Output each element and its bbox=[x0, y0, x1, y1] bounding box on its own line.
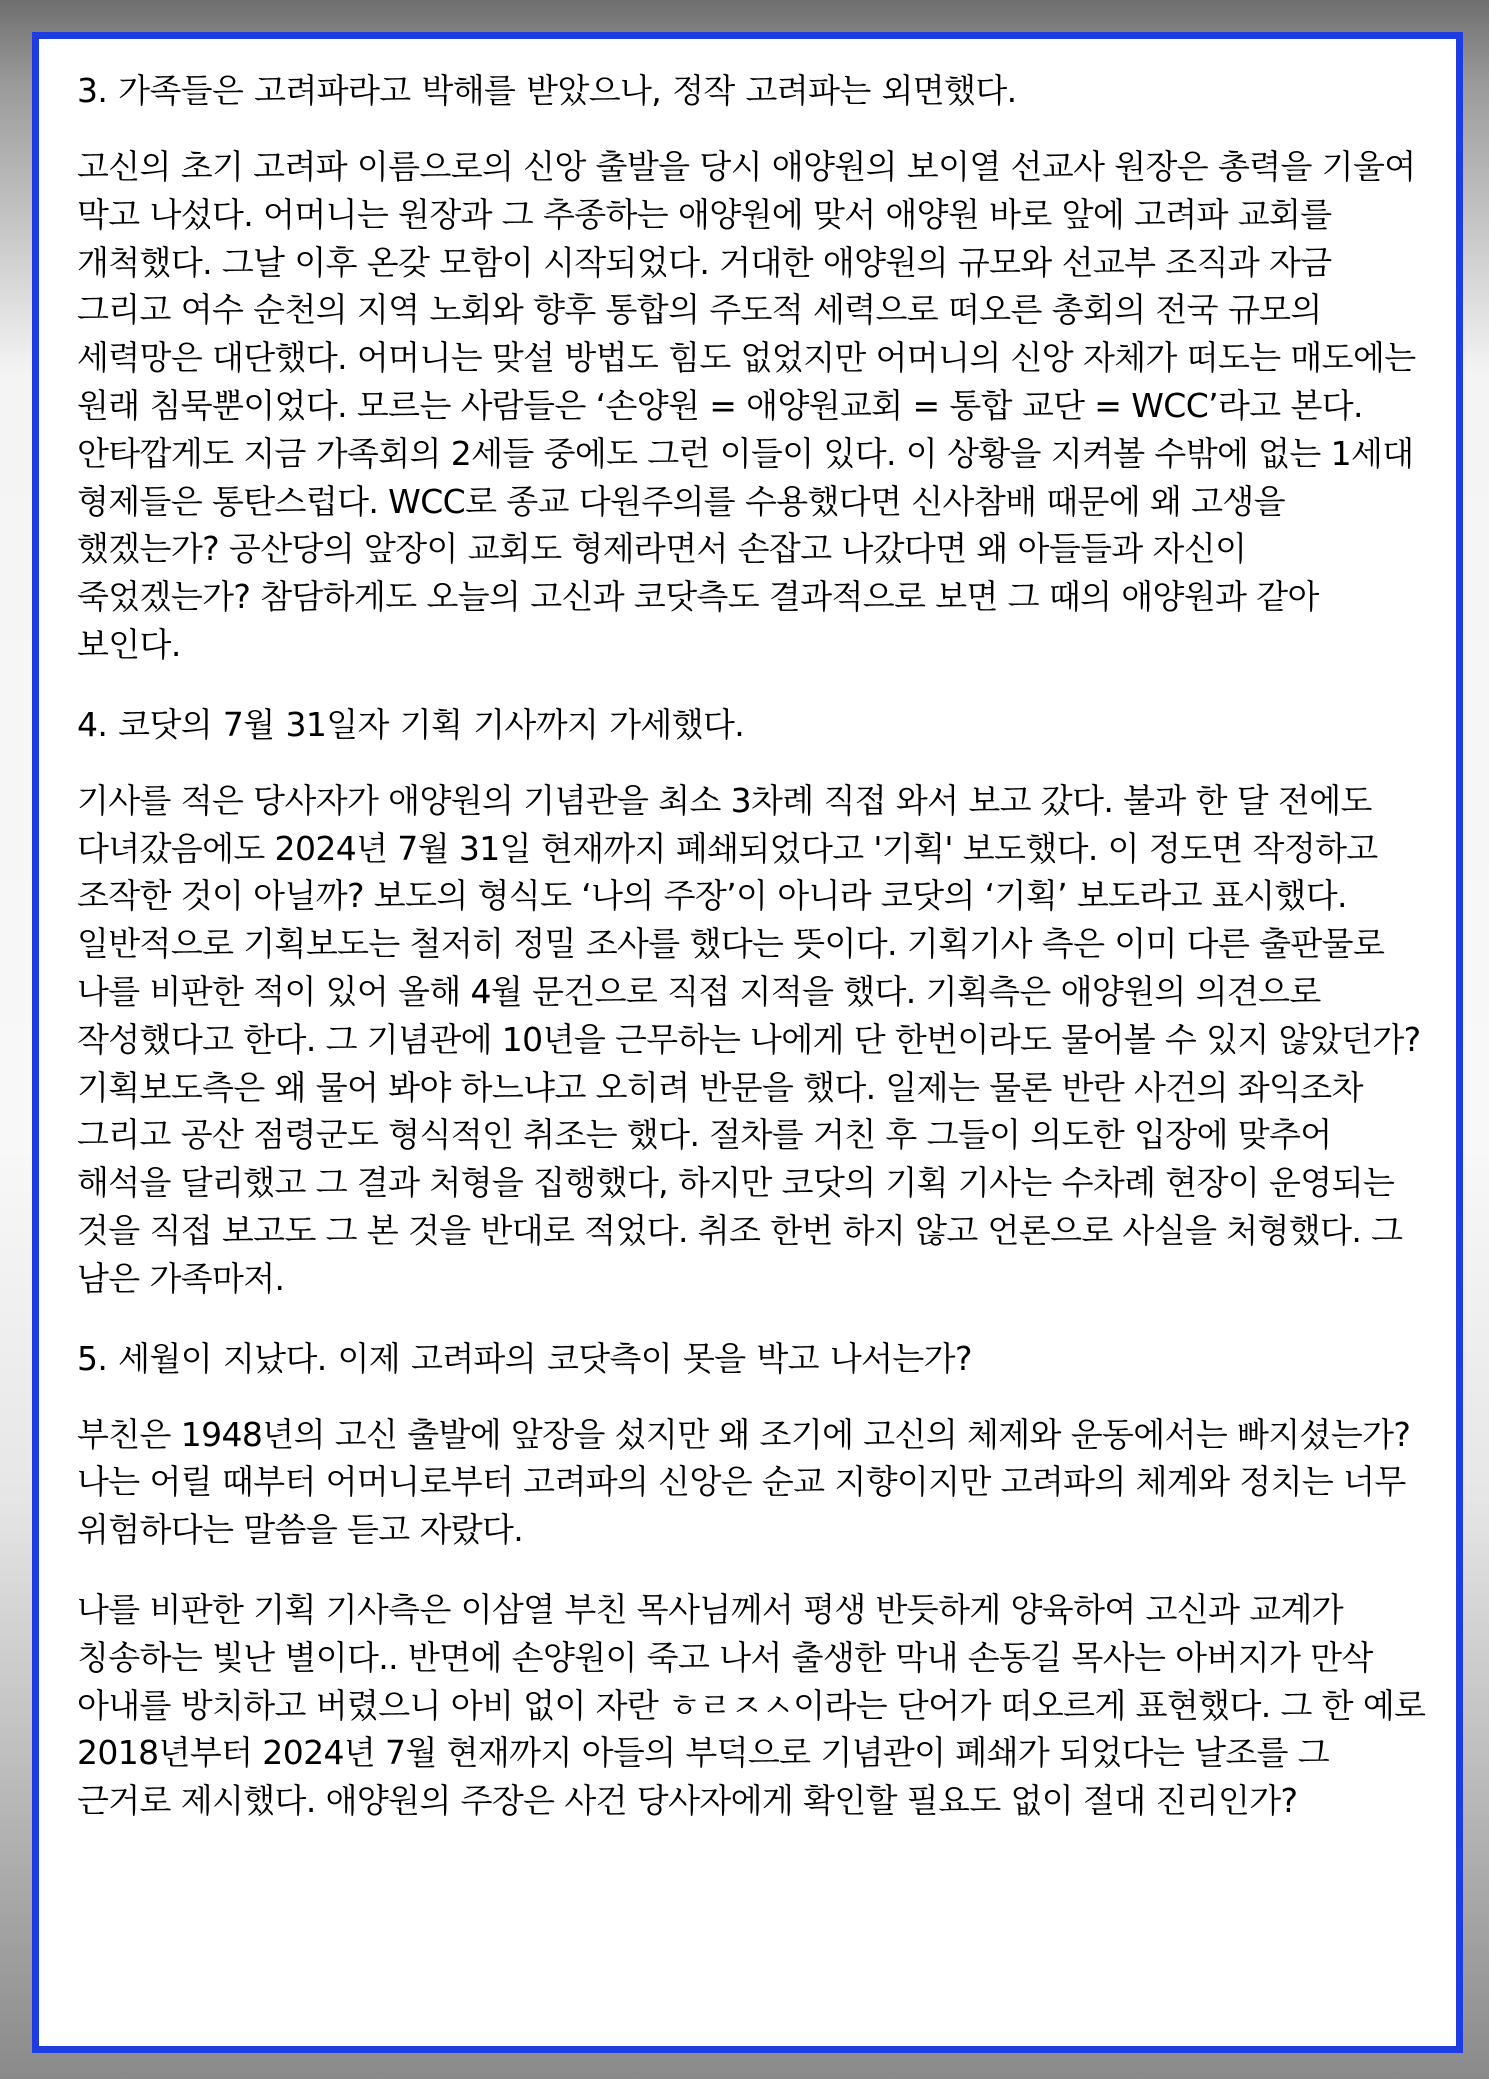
section-4-paragraph: 기사를 적은 당사자가 애양원의 기념관을 최소 3차례 직접 와서 보고 갔다. 불과 한 달 전에도 다녀갔음에도 2024년 7월 31일 현재까지 폐쇄되었다고 '기획' 보도했다. 이 정도면 작정하고 조작한 것이 아닐까? 보도의 형식도 ‘나의 주장’이 아니라 코닷의 ‘기획’ 보도라고 표시했다. 일반적으로 기획보도는 철저히 정밀 조사를 했다는 뜻이다. 기획기사 측은 이미 다른 출판물로 나를 비판한 적이 있어 올해 4월 문건으로 직접 지적을 했다. 기획측은 애양원의 의견으로 작성했다고 한다. 그 기념관에 10년을 근무하는 나에게 단 한번이라도 물어볼 수 있지 않았던가? 기획보도측은 왜 물어 봐야 하느냐고 오히려 반문을 했다. 일제는 물론 반란 사건의 좌익조차 그리고 공산 점령군도 형식적인 취조는 했다. 절차를 거친 후 그들이 의도한 입장에 맞추어 해석을 달리했고 그 결과 처형을 집행했다, 하지만 코닷의 기획 기사는 수차례 현장이 운영되는 것을 직접 보고도 그 본 것을 반대로 적었다. 취조 한번 하지 않고 언론으로 사실을 처형했다. 그 남은 가족마저. bbox=[77, 780, 1421, 1298]
section-5-heading: 5. 세월이 지났다. 이제 고려파의 코닷측이 못을 박고 나서는가? bbox=[77, 1338, 972, 1378]
section-3-paragraph: 고신의 초기 고려파 이름으로의 신앙 출발을 당시 애양원의 보이열 선교사 원장은 총력을 기울여 막고 나섰다. 어머니는 원장과 그 추종하는 애양원에 맞서 애양원 바로 앞에 고려파 교회를 개척했다. 그날 이후 온갖 모함이 시작되었다. 거대한 애양원의 규모와 선교부 조직과 자금 그리고 여수 순천의 지역 노회와 향후 통합의 주도적 세력으로 떠오른 총회의 전국 규모의 세력망은 대단했다. 어머니는 맞설 방법도 힘도 없었지만 어머니의 신앙 자체가 떠도는 매도에는 원래 침묵뿐이었다. 모르는 사람들은 ‘손양원 = 애양원교회 = 통합 교단 = WCC’라고 본다. 안타깝게도 지금 가족회의 2세들 중에도 그런 이들이 있다. 이 상황을 지켜볼 수밖에 없는 1세대 형제들은 통탄스럽다. WCC로 종교 다원주의를 수용했다면 신사참배 때문에 왜 고생을 했겠는가? 공산당의 앞장이 교회도 형제라면서 손잡고 나갔다면 왜 아들들과 자신이 죽었겠는가? 참담하게도 오늘의 고신과 코닷측도 결과적으로 보면 그 때의 애양원과 같아 보인다. bbox=[77, 147, 1416, 664]
section-5-paragraph-2: 나를 비판한 기획 기사측은 이삼열 부친 목사님께서 평생 반듯하게 양육하여 고신과 교계가 칭송하는 빛난 별이다.. 반면에 손양원이 죽고 나서 출생한 막내 손동길 목사는 아버지가 만삭 아내를 방치하고 버렸으니 아비 없이 자란 ㅎㄹㅈㅅ이라는 단어가 떠오르게 표현했다. 그 한 예로 2018년부터 2024년 7월 현재까지 아들의 부덕으로 기념관이 폐쇄가 되었다는 날조를 그 근거로 제시했다. 애양원의 주장은 사건 당사자에게 확인할 필요도 없이 절대 진리인가? bbox=[77, 1589, 1426, 1821]
section-5-paragraph-1: 부친은 1948년의 고신 출발에 앞장을 섰지만 왜 조기에 고신의 체제와 운동에서는 빠지셨는가? 나는 어릴 때부터 어머니로부터 고려파의 신앙은 순교 지향이지만 고려파의 체계와 정치는 너무 위험하다는 말씀을 듣고 자랐다. bbox=[77, 1414, 1411, 1550]
section-3-heading: 3. 가족들은 고려파라고 박해를 받았으나, 정작 고려파는 외면했다. bbox=[77, 71, 1017, 110]
document-card bbox=[32, 32, 1463, 2053]
document-content bbox=[77, 67, 1427, 1825]
section-4-heading: 4. 코닷의 7월 31일자 기획 기사까지 가세했다. bbox=[77, 704, 745, 744]
